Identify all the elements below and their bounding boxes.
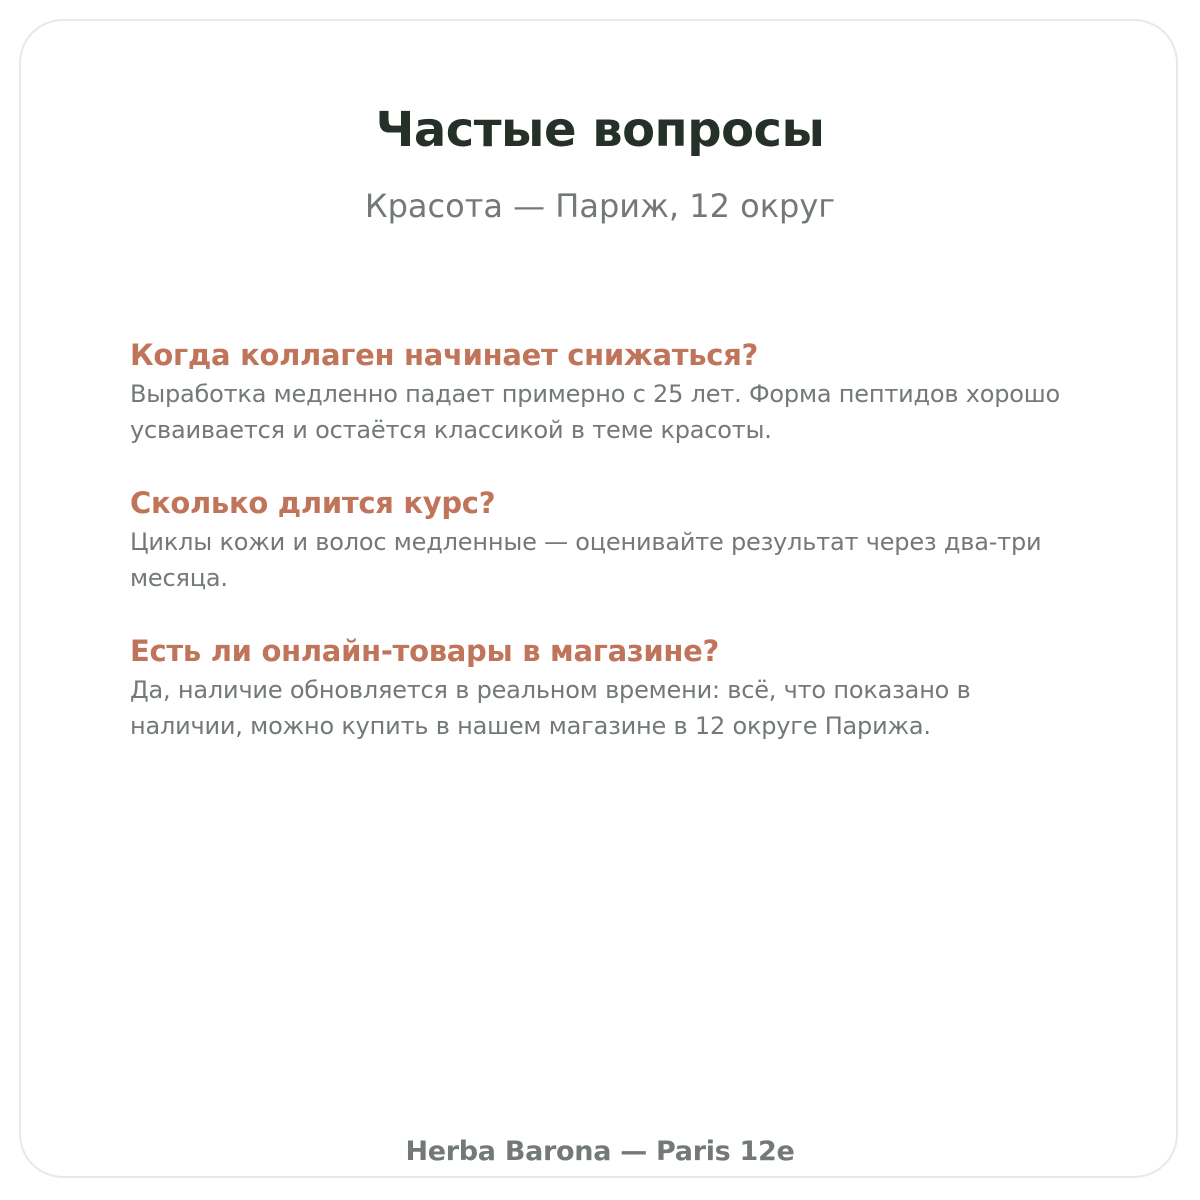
faq-list xyxy=(130,336,1090,780)
faq-question: Есть ли онлайн-товары в магазине? xyxy=(130,634,720,668)
faq-question: Когда коллаген начинает снижаться? xyxy=(130,338,759,372)
faq-item-course-duration xyxy=(130,484,1090,596)
footer-brand: Herba Barona — Paris 12e xyxy=(405,1136,795,1167)
faq-item-collagen xyxy=(130,336,1090,448)
faq-item-online-store xyxy=(130,632,1090,744)
faq-answer: Циклы кожи и волос медленные — оценивайте результат через два-три месяца. xyxy=(130,528,1042,592)
page-subtitle: Красота — Париж, 12 округ xyxy=(364,187,836,225)
faq-question: Сколько длится курс? xyxy=(130,486,496,520)
faq-answer: Выработка медленно падает примерно с 25 лет. Форма пептидов хорошо усваивается и остаётся классикой в теме красоты. xyxy=(130,380,1061,444)
faq-answer: Да, наличие обновляется в реальном времени: всё, что показано в наличии, можно купить в нашем магазине в 12 округе Парижа. xyxy=(130,676,971,740)
page-title: Частые вопросы xyxy=(375,102,825,158)
